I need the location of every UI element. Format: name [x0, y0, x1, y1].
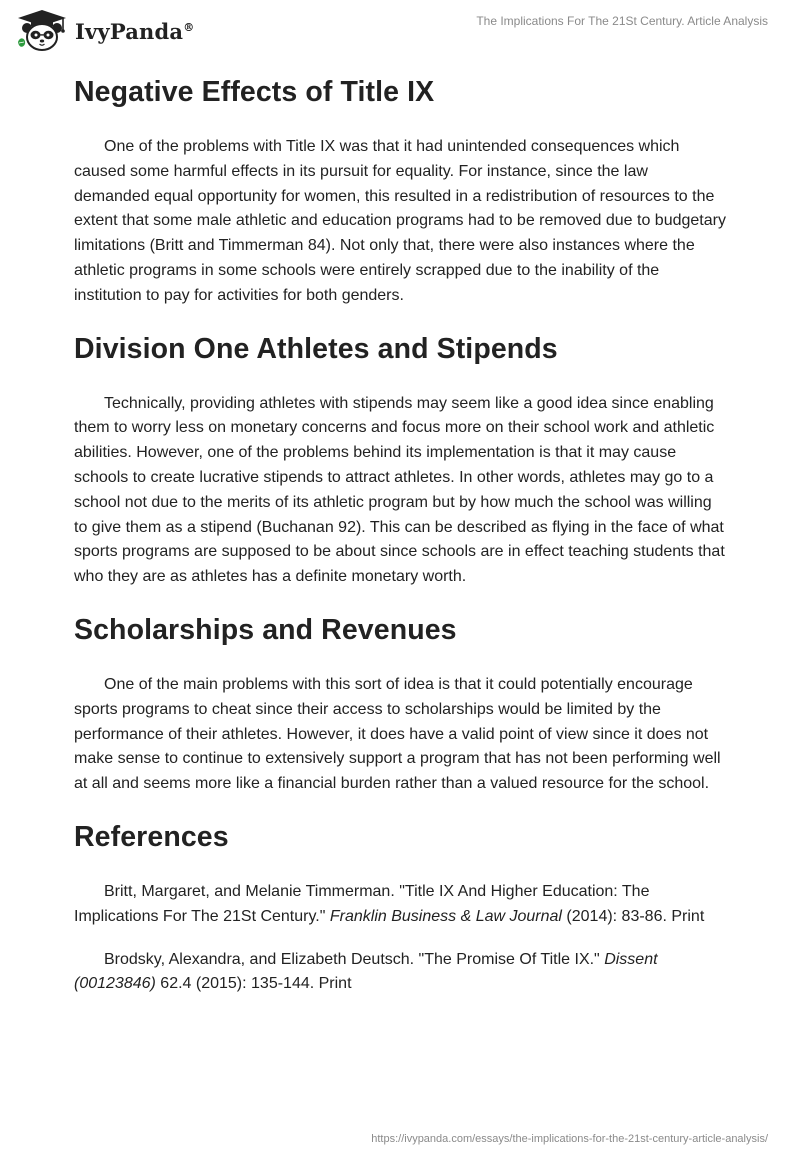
article-body — [74, 72, 726, 997]
reference-item — [74, 880, 726, 930]
logo-wordmark — [75, 19, 194, 44]
section-division-one — [74, 329, 726, 590]
document-title: The Implications For The 21St Century. Article Analysis — [476, 14, 768, 28]
section-heading: Division One Athletes and Stipends — [74, 332, 558, 365]
section-references — [74, 817, 726, 997]
section-paragraph: One of the main problems with this sort of idea is that it could potentially encourage sports programs to cheat since their access to scholarships would be limited by the performance of their athletes. However, it does have a valid point of view since it does not make sense to continue to extensively support a program that has not been performing well at all and seems more like a financial burden rather than a valued resource for the school. — [74, 675, 721, 793]
reference-text: 62.4 (2015): 135-144. Print — [155, 975, 352, 993]
references-heading: References — [74, 820, 229, 853]
ivypanda-logo[interactable] — [14, 8, 194, 52]
reference-journal: Franklin Business & Law Journal — [329, 907, 562, 925]
page-header — [0, 0, 800, 64]
logo-text: IvyPanda — [75, 18, 184, 44]
registered-mark: ® — [183, 20, 195, 34]
section-negative-effects — [74, 72, 726, 309]
footer-url-link[interactable]: https://ivypanda.com/essays/the-implications-for-the-21st-century-article-analysis/ — [371, 1133, 768, 1145]
section-heading: Negative Effects of Title IX — [74, 76, 435, 108]
reference-text: (2014): 83-86. Print — [561, 907, 705, 925]
reference-text: Brodsky, Alexandra, and Elizabeth Deutsch. "The Promise Of Title IX." — [104, 950, 605, 968]
section-heading: Scholarships and Revenues — [74, 613, 457, 646]
section-paragraph: One of the problems with Title IX was that it had unintended consequences which caused some harmful effects in its pursuit for equality. For instance, since the law demanded equal opportunity for women, this resulted in a redistribution of resources to the extent that some male athletic and education programs had to be removed due to budgetary limitations (Britt and Timmerman 84). Not only that, there were also instances where the athletic programs in some schools were entirely scrapped due to the inability of the institution to pay for activities for both genders. — [74, 138, 726, 304]
reference-item — [74, 948, 726, 998]
reference-text: Britt, Margaret, and Melanie Timmerman. "Title IX And Higher Education: The Implications For The 21St Century." — [74, 882, 650, 925]
section-paragraph: Technically, providing athletes with stipends may seem like a good idea since enabling them to worry less on monetary concerns and focus more on their school work and athletic abilities. However, one of the problems behind its implementation is that it may cause schools to create lucrative stipends to attract athletes. In other words, athletes may go to a school not due to the merits of its athletic program but by how much the school was willing to give them as a stipend (Buchanan 92). This can be described as flying in the face of what sports programs are supposed to be about since schools are in effect teaching students that who they are as athletes has a definite monetary worth. — [74, 394, 725, 586]
panda-graduate-icon — [14, 8, 70, 52]
reference-journal: Dissent (00123846) — [74, 950, 658, 993]
section-scholarships — [74, 610, 726, 797]
